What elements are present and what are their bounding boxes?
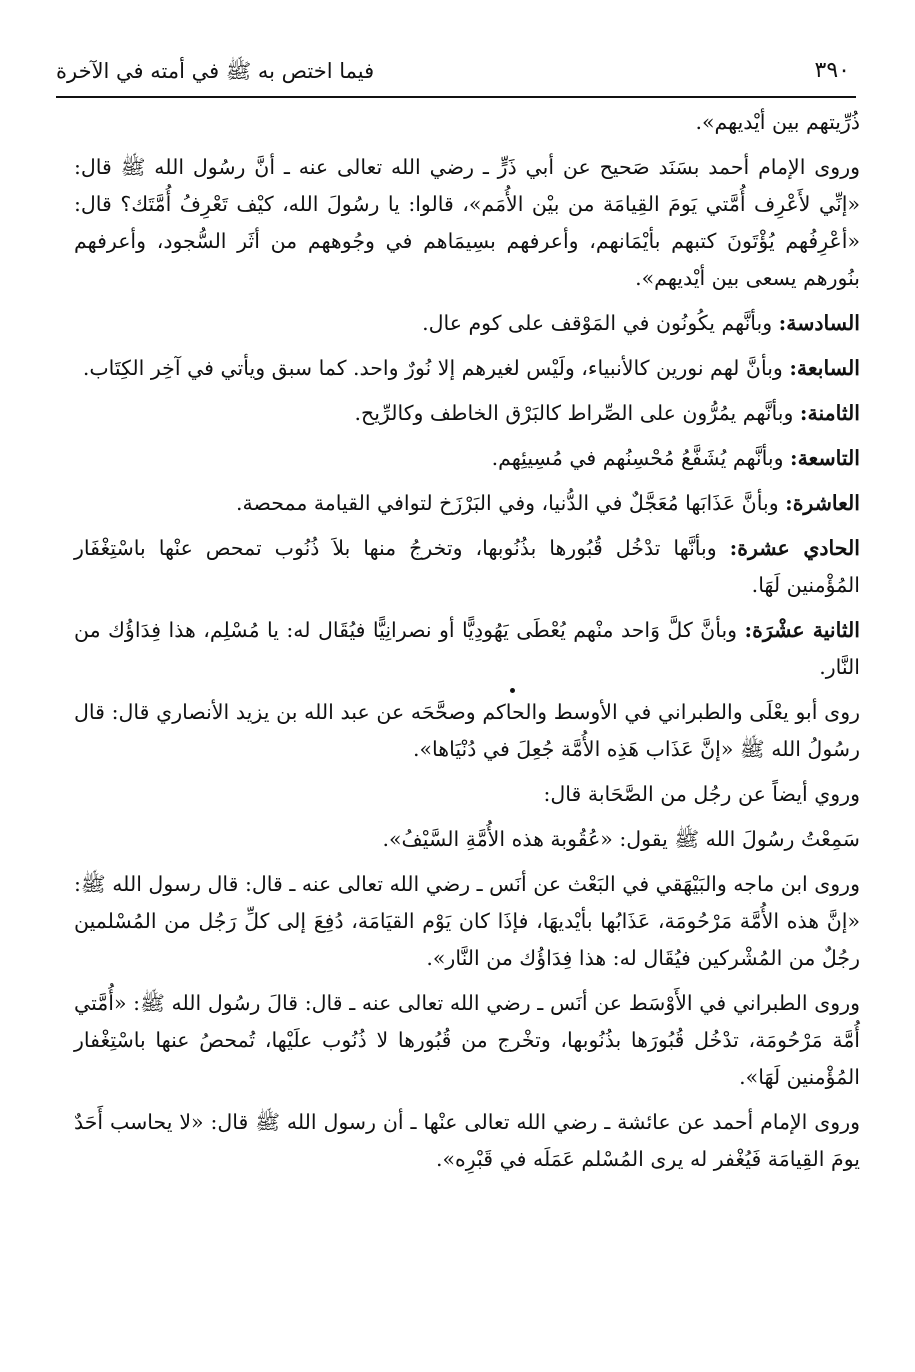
paragraph-text: وبأنَّ لهم نورين كالأنبياء، ولَيْس لغيرهم إلا نُورٌ واحد. كما سبق ويأتي في آخِر الكِتَاب. (82, 356, 783, 380)
running-title: فيما اختص به ﷺ في أمته في الآخرة (56, 59, 375, 83)
paragraph-text: وروى الإمام أحمد عن عائشة ـ رضي الله تعالى عنْها ـ أن رسول الله ﷺ قال: «لا يحاسب أَحَدٌ يومَ القِيامَة فَيُغْفر له يرى المُسْلم عَمَلَه في قَبْرِه». (74, 1110, 860, 1171)
paragraph-text: وبأنَّها تدْخُل قُبُورها بذُنُوبها، وتخرجُ منها بلاَ ذُنُوب تمحص عنْها باسْتِغْفَار المُؤْمنين لَهَا. (74, 536, 860, 597)
paragraph-label: الثانية عشْرَة: (744, 618, 860, 642)
stray-ink-dot (510, 688, 515, 693)
paragraph-12 (74, 821, 860, 858)
paragraph-text: وروى الإمام أحمد بسَنَد صَحيح عن أبي ذَرٍّ ـ رضي الله تعالى عنه ـ أنَّ رسُول الله ﷺ قال: «إنِّي لأَعْرِف أُمَّتي يَومَ القِيامَة من بيْن الأُمَم»، قالوا: يا رسُولَ الله، كيْف تَعْرِفُ أُمَّتَك؟ قال: «أعْرِفُهم يُؤْتَونَ كتبهم بأيْمَانهم، وأعرفهم بسِيمَاهم في وجُوههم من أثَر السُّجود، وأعرفهم بنُورهم يسعى بين أيْديهم». (74, 155, 860, 290)
paragraph-text: وبأنَّ عَذَابَها مُعَجَّلٌ في الدُّنيا، وفي البَرْزَخ لتوافي القيامة ممحصة. (235, 491, 779, 515)
paragraph-text: سَمِعْتُ رسُولَ الله ﷺ يقول: «عُقُوبة هذه الأُمَّةِ السَّيْفُ». (382, 827, 860, 851)
paragraph-11 (74, 776, 860, 813)
paragraph-twelfth (74, 612, 860, 686)
paragraph-text: وبأنَّهم يُشَفَّعُ مُحْسِنُهم في مُسِيئِهم. (491, 446, 784, 470)
paragraph-label: السابعة: (789, 356, 860, 380)
paragraph-eighth (74, 395, 860, 432)
paragraph-text: ذُرِّيتهم بين أيْديهم». (695, 110, 860, 134)
paragraph-text: وروى ابن ماجه والبَيْهَقي في البَعْث عن أنَس ـ رضي الله تعالى عنه ـ قال: قال رسول الله ﷺ: «إنَّ هذه الأُمَّة مَرْحُومَة، عَذَابُها بأيْديهَا، فإذَا كان يَوْم القيَامَة، دُفِعَ إلى كلِّ رَجُل من المُسْلمين رجُلٌ من المُشْركين فيُقَال له: هذا فِدَاؤُك من النَّار». (74, 872, 860, 970)
paragraph-label: السادسة: (778, 311, 860, 335)
paragraph-label: الثامنة: (799, 401, 860, 425)
paragraph-10 (74, 694, 860, 768)
paragraph-text: وبأنَّ كلَّ وَاحد منْهم يُعْطَى يَهُودِيًّا أو نصرانِيًّا فيُقَال له: يا مُسْلِم، هذا فِدَاؤُك من النَّار. (74, 618, 860, 679)
paragraph-14 (74, 985, 860, 1096)
paragraph-sixth (74, 305, 860, 342)
paragraph-tenth (74, 485, 860, 522)
paragraph-seventh (74, 350, 860, 387)
paragraph-15 (74, 1104, 860, 1178)
paragraph-text: وروي أيضاً عن رجُل من الصَّحَابة قال: (543, 782, 860, 806)
page-header (56, 52, 856, 98)
paragraph-label: التاسعة: (790, 446, 860, 470)
page-number: ٣٩٠ (814, 58, 850, 83)
paragraph-text: وروى الطبراني في الأَوْسَط عن أنَس ـ رضي الله تعالى عنه ـ قال: قالَ رسُول الله ﷺ: «أُمَّتي أُمَّة مَرْحُومَة، تدْخُل قُبُورَها بذُنُوبها، وتخْرج من قُبُورها لا ذُنُوب علَيْها، تُمحصُ عنها باسْتِغْفار المُؤْمنين لَهَا». (74, 991, 860, 1089)
paragraph-text: روى أبو يعْلَى والطبراني في الأوسط والحاكم وصحَّحَه عن عبد الله بن يزيد الأنصاري قال: قال رسُولُ الله ﷺ «إنَّ عَذَاب هَذِه الأُمَّة جُعِلَ في دُنْيَاها». (74, 700, 860, 761)
paragraph-label: العاشرة: (785, 491, 860, 515)
paragraph-13 (74, 866, 860, 977)
body-text (74, 104, 860, 1186)
paragraph-1 (74, 104, 860, 141)
paragraph-label: الحادي عشرة: (729, 536, 860, 560)
paragraph-text: وبأنَّهم يمُرُّون على الصِّراط كالبَرْق الخاطف وكالرِّيح. (354, 401, 794, 425)
paragraph-text: وبأنَّهم يكُونُون في المَوْقف على كوم عال. (422, 311, 773, 335)
paragraph-2 (74, 149, 860, 297)
paragraph-ninth (74, 440, 860, 477)
paragraph-eleventh (74, 530, 860, 604)
